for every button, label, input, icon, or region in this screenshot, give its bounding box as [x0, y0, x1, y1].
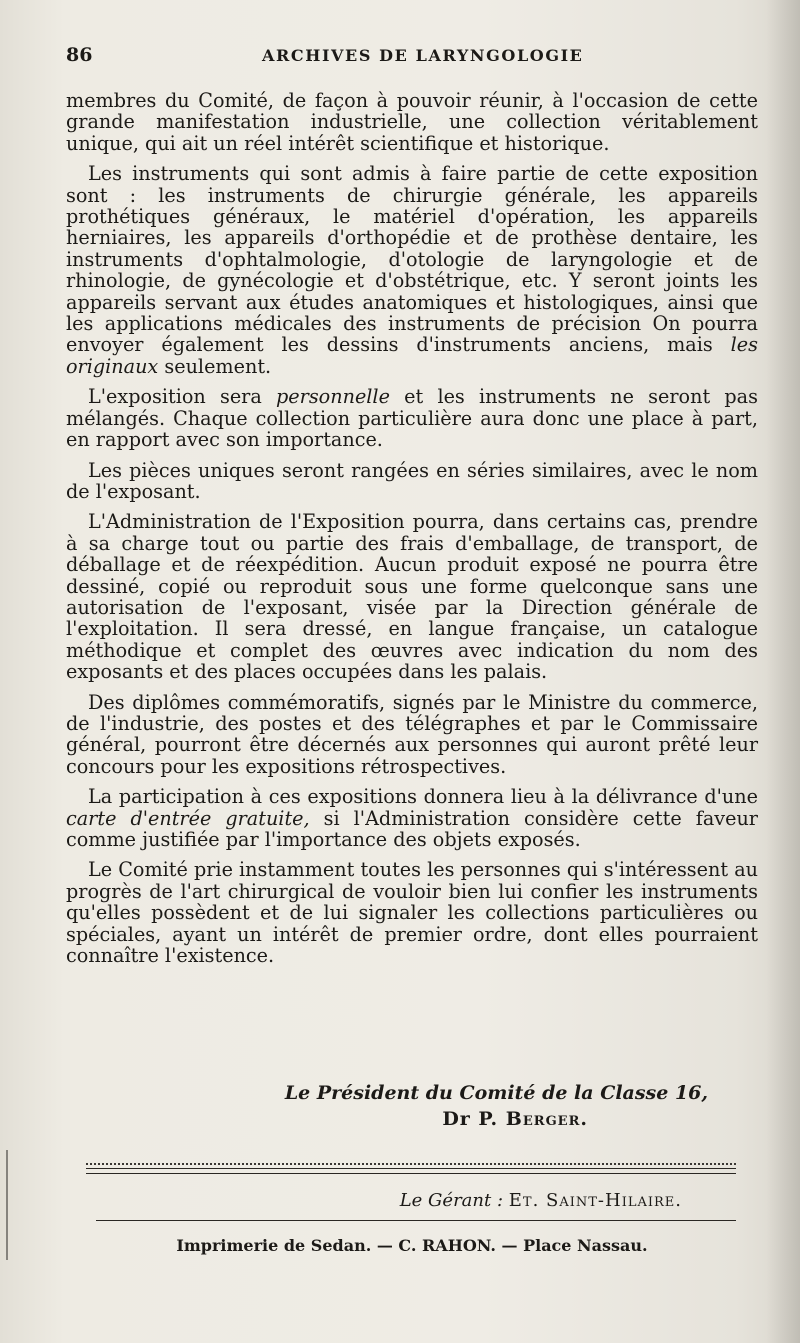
gerant-line: [66, 1190, 758, 1211]
paragraph: Des diplômes commémoratifs, signés par le Ministre du commerce, de l'industrie, des postes et des télégraphes et par le Commissaire général, pourront être décernés aux personnes qui auront prêté leur concours pour les expositions rétrospectives.: [66, 690, 758, 778]
paragraph-text: seulement.: [164, 354, 272, 378]
signature-title: Le Président du Comité de la Classe 16,: [284, 1082, 708, 1104]
running-head: ARCHIVES DE LARYNGOLOGIE: [262, 46, 584, 65]
gerant-name: Et. Saint-Hilaire.: [508, 1190, 682, 1211]
divider-rule: [86, 1168, 736, 1169]
paragraph: membres du Comité, de façon à pouvoir réunir, à l'occasion de cette grande manifestation industrielle, une collection véritablement unique, qui ait un réel intérêt scientifique et historique.: [66, 89, 758, 155]
paragraph: L'Administration de l'Exposition pourra, dans certains cas, prendre à sa charge tout ou partie des frais d'emballage, de transport, de déballage et de réexpédition. Aucun produit exposé ne pourra être dessiné, copié ou reproduit sous une forme quelconque sans une autorisation de l'exposant, visée par la Direction générale de l'exploitation. Il sera dressé, en langue française, un catalogue méthodique et complet des œuvres avec indication du nom des exposants et des places occupées dans les palais.: [66, 510, 758, 684]
paragraph-text: Les instruments qui sont admis à faire partie de cette exposition sont : les instruments de chirurgie générale, les appareils prothétiques généraux, le matériel d'opération, les appareils herniaires, les appareils d'orthopédie et de prothèse dentaire, les instruments d'ophtalmologie, d'otologie de laryngologie et de rhinologie, de gynécologie et d'obstétrique, etc. Y seront joints les appareils servant aux études anatomiques et histologiques, ainsi que les applications médicales des instruments de précision On pourra envoyer également les dessins d'instruments anciens, mais: [66, 162, 758, 357]
page-header: [66, 42, 766, 72]
paragraph-text: La participation à ces expositions donnera lieu à la délivrance d'une: [88, 785, 758, 809]
margin-binding-mark: [6, 1150, 38, 1260]
divider-rule: [86, 1173, 736, 1174]
divider-rule: [96, 1220, 736, 1221]
imprint-line: Imprimerie de Sedan. — C. RAHON. — Place Nassau.: [176, 1236, 648, 1255]
paragraph: [66, 163, 758, 377]
divider-rule: [86, 1163, 736, 1165]
page-number: 86: [66, 44, 93, 66]
signature-prefix: Dr P.: [442, 1108, 499, 1130]
body-text: [66, 90, 758, 975]
paragraph: Le Comité prie instamment toutes les personnes qui s'intéressent au progrès de l'art chirurgical de vouloir bien lui confier les instruments qu'elles possèdent et de lui signaler les collections particulières ou spéciales, ayant un intérêt de premier ordre, dont elles pourraient connaître l'existence.: [66, 858, 758, 968]
paragraph: Les pièces uniques seront rangées en séries similaires, avec le nom de l'exposant.: [66, 458, 758, 503]
emphasis-text: les originaux: [66, 333, 758, 378]
paragraph: [66, 386, 758, 450]
paragraph: [66, 786, 758, 850]
page-edge-shadow: [766, 0, 800, 1343]
paragraph-text: si l'Administration considère cette faveur comme justifiée par l'importance des objets exposés.: [66, 806, 758, 851]
signature-name: [66, 1106, 758, 1132]
signature-block: [66, 1080, 758, 1132]
paragraph-text: et les instruments ne seront pas mélangés. Chaque collection particulière aura donc une place à part, en rapport avec son importance.: [66, 385, 758, 452]
paragraph-text: L'exposition sera: [88, 385, 262, 409]
signature-surname: Berger.: [505, 1108, 588, 1130]
gerant-label: Le Gérant :: [399, 1190, 504, 1211]
emphasis-text: personnelle: [276, 385, 390, 409]
emphasis-text: carte d'entrée gratuite,: [66, 806, 310, 830]
